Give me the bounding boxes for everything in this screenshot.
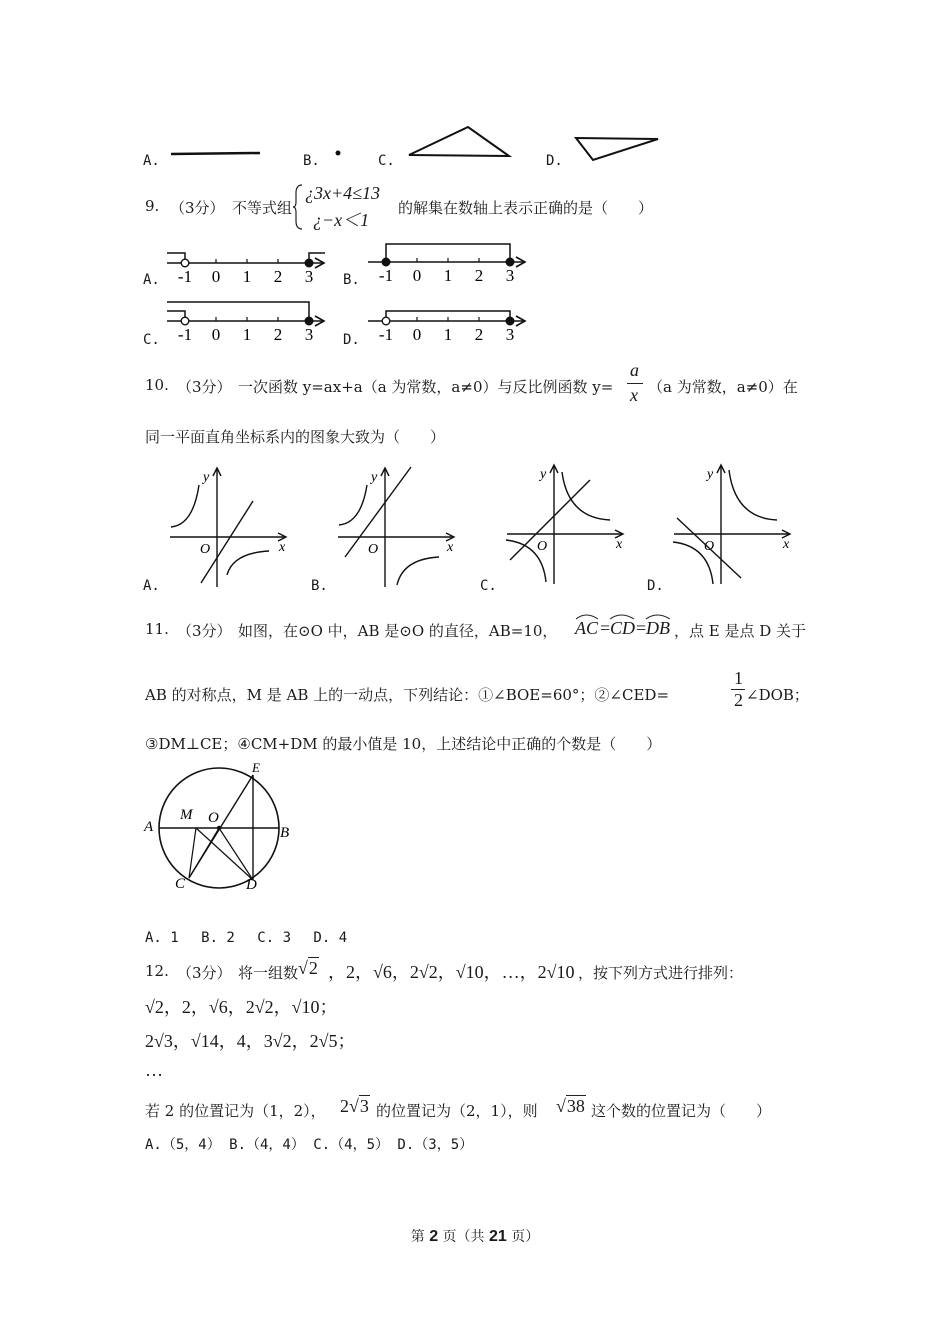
hyperbola-branch <box>397 557 439 585</box>
q11-score: （3分） <box>177 622 232 640</box>
tick-label: 0 <box>211 267 221 286</box>
hyperbola-branch <box>171 485 199 527</box>
y-label: y <box>540 467 547 482</box>
origin-label: O <box>200 542 211 557</box>
q10-line-2: 同一平面直角坐标系内的图象大致为（ ） <box>145 428 446 446</box>
q9-brace <box>292 183 304 231</box>
q8-option-a-figure <box>170 148 262 158</box>
q11-equal-2: = <box>636 618 647 638</box>
q10-option-a-label: A. <box>143 578 160 594</box>
q9-prefix: 不等式组 <box>232 199 293 217</box>
endpoint-3 <box>506 258 514 266</box>
hyperbola-branch <box>227 551 269 575</box>
q11-text-b: ，点 E 是点 D 关于 <box>674 622 807 640</box>
y-label: y <box>371 470 378 485</box>
tick-label: 2 <box>273 267 283 286</box>
origin-label: O <box>704 539 715 554</box>
q12-score: （3分） <box>177 964 232 982</box>
q9-option-c-label: C. <box>143 332 160 348</box>
q9-suffix: 的解集在数轴上表示正确的是（ ） <box>398 199 654 217</box>
endpoint-3 <box>305 259 313 267</box>
linear-function-line <box>510 480 590 560</box>
label-a: A <box>144 819 154 835</box>
endpoint-minus-1 <box>181 317 189 325</box>
tick-label: 1 <box>242 325 252 344</box>
q12-text-b: ，按下列方式进行排列： <box>578 964 744 982</box>
x-label: x <box>783 537 790 552</box>
q11-line-2a: AB 的对称点，M 是 AB 上的一动点，下列结论：①∠BOE=60°；②∠CED= <box>145 686 670 704</box>
endpoint-minus-1 <box>382 317 390 325</box>
tick-label: 1 <box>443 266 453 285</box>
tick-label: 2 <box>273 325 283 344</box>
tick-label: -1 <box>177 325 193 344</box>
page-footer <box>0 1226 950 1246</box>
q11-half-numerator: 1 <box>734 668 743 688</box>
q9-option-d-label: D. <box>343 332 360 348</box>
q10-option-d-graph <box>669 462 799 587</box>
q9-option-b-numberline <box>366 240 531 290</box>
q12-position-a: 若 2 的位置记为（1，2）， <box>145 1102 326 1120</box>
q12-number-list: ，2，√6，2√2，√10，…，2√10 <box>328 962 575 982</box>
q10-option-c-graph <box>502 462 632 587</box>
q10-text-b: （a 为常数，a≠0）在 <box>648 378 798 396</box>
tick-label: 3 <box>304 325 314 344</box>
tick-label: 0 <box>211 325 221 344</box>
q10-text-a: 一次函数 y=ax+a（a 为常数，a≠0）与反比例函数 y= <box>238 378 614 396</box>
q9-score: （3分） <box>170 199 225 217</box>
label-m: M <box>180 807 193 823</box>
q10-option-b-label: B. <box>311 578 328 594</box>
q11-text-a: 如图，在⊙O 中，AB 是⊙O 的直径，AB=10， <box>238 622 558 640</box>
q12-position-c: 这个数的位置记为（ ） <box>591 1102 772 1120</box>
q10-option-d-label: D. <box>647 578 664 594</box>
q9-inequality-1: ¿3x+4≤13 <box>305 183 381 203</box>
q8-option-b-figure <box>333 148 343 158</box>
tick-label: 1 <box>242 267 252 286</box>
footer-page-number: 2 <box>429 1228 439 1245</box>
footer-total-pages: 21 <box>489 1228 507 1245</box>
origin-label: O <box>537 539 548 554</box>
tick-label: 1 <box>443 325 453 344</box>
q9-option-c-numberline <box>165 298 330 348</box>
q11-arc-ac: AC <box>575 618 599 638</box>
q8-option-c-figure <box>405 122 515 162</box>
y-label: y <box>707 467 714 482</box>
endpoint-3 <box>305 317 313 325</box>
tick-label: 0 <box>412 266 422 285</box>
q9-option-b-label: B. <box>343 272 360 288</box>
q9-inequality-2: ¿−x＜1 <box>313 210 370 230</box>
endpoint-minus-1 <box>181 259 189 267</box>
label-b: B <box>280 825 290 841</box>
tick-label: 2 <box>474 325 484 344</box>
q10-fraction-denominator: x <box>630 385 638 405</box>
q10-option-a-graph <box>165 465 295 590</box>
q11-circle-figure <box>140 755 300 895</box>
q10-score: （3分） <box>177 378 232 396</box>
footer-mid: 页（共 <box>442 1229 485 1245</box>
q8-option-a-label: A. <box>143 153 160 169</box>
q11-equal-1: = <box>600 618 611 638</box>
q12-sqrt38: √38 <box>556 1096 585 1116</box>
tick-label: -1 <box>378 266 394 285</box>
tick-label: 3 <box>505 266 515 285</box>
q8-option-b-label: B. <box>303 153 320 169</box>
q10-fraction-numerator: a <box>630 360 639 380</box>
q12-answers: A.（5，4） B.（4，4） C.（4，5） D.（3，5） <box>145 1137 474 1153</box>
q12-number: 12. <box>145 962 169 980</box>
q12-row-3: … <box>145 1060 163 1080</box>
endpoint-minus-1 <box>382 258 390 266</box>
q11-line-3: ③DM⊥CE；④CM+DM 的最小值是 10，上述结论中正确的个数是（ ） <box>145 735 662 753</box>
q10-option-c-label: C. <box>480 578 497 594</box>
q12-2sqrt3: 2√3 <box>340 1096 369 1116</box>
hyperbola-branch <box>562 472 610 520</box>
origin-label: O <box>368 542 379 557</box>
q10-number: 10. <box>145 376 169 394</box>
q8-option-d-figure <box>570 130 665 164</box>
x-label: x <box>616 537 623 552</box>
footer-post: 页） <box>511 1229 540 1245</box>
q12-sqrt2: √2 <box>298 958 318 978</box>
tick-label: 3 <box>304 267 314 286</box>
q12-position-b: 的位置记为（2，1），则 <box>376 1102 538 1120</box>
tick-label: -1 <box>378 325 394 344</box>
segment-mc <box>189 828 196 878</box>
hyperbola-branch <box>729 470 777 520</box>
q12-text-a: 将一组数 <box>238 964 299 982</box>
tick-label: 0 <box>412 325 422 344</box>
x-label: x <box>279 540 286 555</box>
q11-answers: A. 1 B. 2 C. 3 D. 4 <box>145 930 348 946</box>
q11-arc-cd: CD <box>610 618 636 638</box>
q8-option-c-label: C. <box>378 153 395 169</box>
footer-pre: 第 <box>410 1229 425 1245</box>
q11-arc-db: DB <box>646 618 670 638</box>
label-o: O <box>208 810 219 826</box>
label-c: C <box>175 876 186 892</box>
hyperbola-branch <box>339 485 367 525</box>
q10-fraction-bar <box>627 383 643 384</box>
q10-option-b-graph <box>333 465 463 590</box>
endpoint-3 <box>506 317 514 325</box>
q9-option-a-numberline <box>165 245 330 290</box>
q9-option-d-numberline <box>366 302 531 348</box>
label-e: E <box>252 760 260 775</box>
tick-label: 3 <box>505 325 515 344</box>
q12-row-2: 2√3，√14，4，3√2，2√5； <box>145 1031 356 1051</box>
y-label: y <box>203 470 210 485</box>
q11-number: 11. <box>145 620 169 638</box>
q9-option-a-label: A. <box>143 272 160 288</box>
center-point <box>217 826 221 830</box>
x-label: x <box>447 540 454 555</box>
label-d: D <box>246 877 257 893</box>
q12-row-1: √2，2，√6，2√2，√10； <box>145 997 338 1017</box>
tick-label: -1 <box>177 267 193 286</box>
tick-label: 2 <box>474 266 484 285</box>
q9-number: 9. <box>145 197 160 215</box>
q8-option-d-label: D. <box>546 153 563 169</box>
q11-half-denominator: 2 <box>734 690 743 710</box>
q11-line-2b: ∠DOB； <box>746 686 809 704</box>
